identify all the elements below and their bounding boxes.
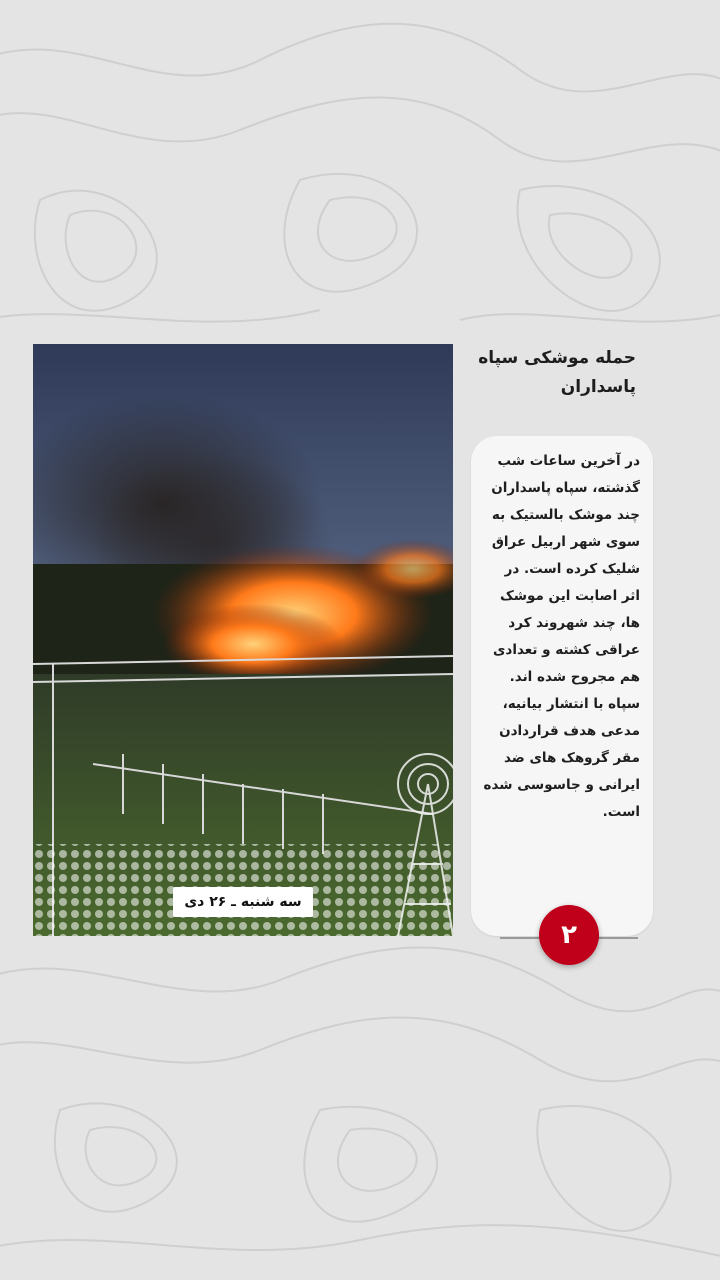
post-title: حمله موشکی سپاه پاسداران	[478, 348, 636, 397]
post-body: در آخرین ساعات شب گذشته، سپاه پاسداران چند موشک بالستیک به سوی شهر اربیل عراق شلیک کرده است. در اثر اصابت این موشک ها، چند شهروند کرد عراقی کشته و تعدادی هم مجروح شده اند. سپاه با انتشار بیانیه، مدعی هدف قراردادن مقر گروهک های ضد ایرانی و جاسوسی شده است.	[483, 453, 640, 820]
page-number-badge: ۲	[539, 905, 599, 965]
date-badge: سه شنبه ـ ۲۶ دی	[173, 887, 313, 917]
news-photo	[33, 344, 453, 936]
